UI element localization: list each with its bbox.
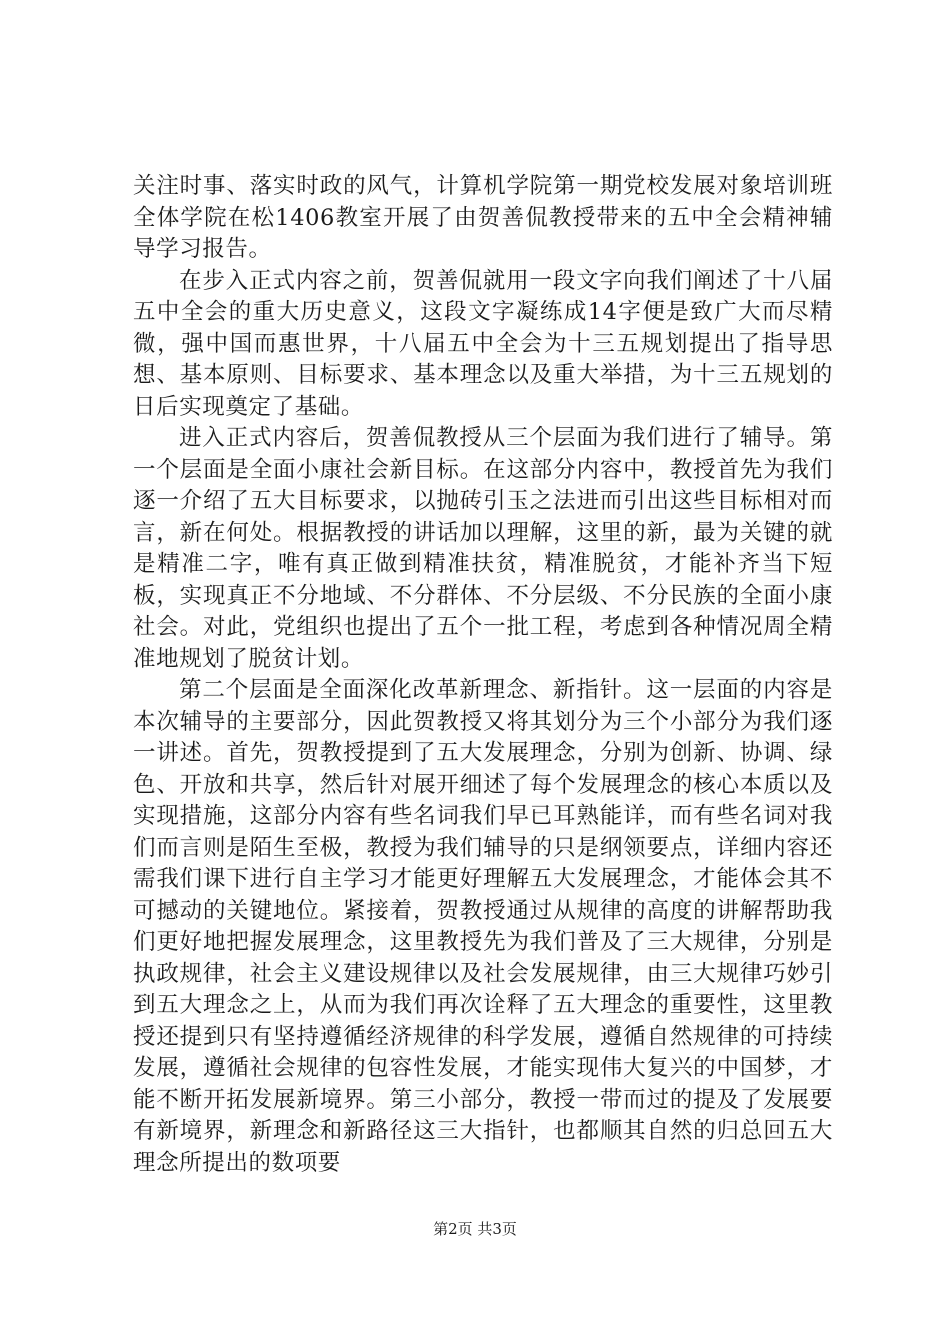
paragraph-4: 第二个层面是全面深化改革新理念、新指针。这一层面的内容是本次辅导的主要部分，因此贺教授又将其划分为三个小部分为我们逐一讲述。首先，贺教授提到了五大发展理念，分别为创新、协调、绿色、开放和共享，然后针对展开细述了每个发展理念的核心本质以及实现措施，这部分内容有些名词我们早已耳熟能详，而有些名词对我们而言则是陌生至极，教授为我们辅导的只是纲领要点，详细内容还需我们课下进行自主学习才能更好理解五大发展理念，才能体会其不可撼动的关键地位。紧接着，贺教授通过从规律的高度的讲解帮助我们更好地把握发展理念，这里教授先为我们普及了三大规律，分别是执政规律，社会主义建设规律以及社会发展规律，由三大规律巧妙引到五大理念之上，从而为我们再次诠释了五大理念的重要性，这里教授还提到只有坚持遵循经济规律的科学发展，遵循自然规律的可持续发展，遵循社会规律的包容性发展，才能实现伟大复兴的中国梦，才能不断开拓发展新境界。第三小部分，教授一带而过的提及了发展要有新境界，新理念和新路径这三大指针，也都顺其自然的归总回五大理念所提出的数项要 <box>133 677 833 1176</box>
paragraph-2: 在步入正式内容之前，贺善侃就用一段文字向我们阐述了十八届五中全会的重大历史意义，这段文字凝练成14字便是致广大而尽精微，强中国而惠世界，十八届五中全会为十三五规划提出了指导思想、基本原则、目标要求、基本理念以及重大举措，为十三五规划的日后实现奠定了基础。 <box>133 267 833 420</box>
paragraph-1: 关注时事、落实时政的风气，计算机学院第一期党校发展对象培训班全体学院在松1406教室开展了由贺善侃教授带来的五中全会精神辅导学习报告。 <box>133 173 833 262</box>
page-number-footer: 第2页 共3页 <box>433 1220 517 1238</box>
document-body <box>133 171 833 1179</box>
paragraph-3: 进入正式内容后，贺善侃教授从三个层面为我们进行了辅导。第一个层面是全面小康社会新目标。在这部分内容中，教授首先为我们逐一介绍了五大目标要求，以抛砖引玉之法进而引出这些目标相对而言，新在何处。根据教授的讲话加以理解，这里的新，最为关键的就是精准二字，唯有真正做到精准扶贫，精准脱贫，才能补齐当下短板，实现真正不分地域、不分群体、不分层级、不分民族的全面小康社会。对此，党组织也提出了五个一批工程，考虑到各种情况周全精准地规划了脱贫计划。 <box>133 425 833 672</box>
